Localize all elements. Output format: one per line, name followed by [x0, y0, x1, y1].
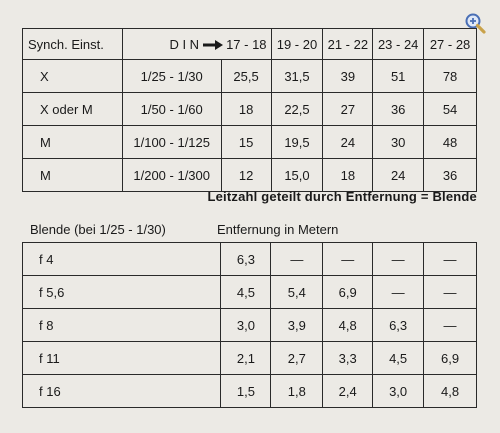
aperture-distance-table	[22, 242, 477, 408]
table-header-row	[23, 29, 477, 60]
aperture-label: Blende (bei 1/25 - 1/30)	[30, 222, 166, 237]
guide-number: 31,5	[271, 60, 323, 93]
guide-number: 25,5	[221, 60, 271, 93]
table-row	[23, 243, 477, 276]
shutter-speed: 1/25 - 1/30	[122, 60, 221, 93]
distance-value: 4,5	[373, 342, 424, 375]
shutter-speed: 1/100 - 1/125	[122, 126, 221, 159]
distance-value: 1,5	[221, 375, 271, 408]
distance-value: 4,5	[221, 276, 271, 309]
table-row	[23, 375, 477, 408]
guide-number: 24	[373, 159, 424, 192]
aperture-table-heading	[30, 222, 339, 237]
distance-value: —	[424, 276, 477, 309]
distance-value: 2,7	[271, 342, 323, 375]
guide-number: 36	[424, 159, 477, 192]
sync-mode: X	[23, 60, 123, 93]
guide-number: 78	[424, 60, 477, 93]
guide-number: 27	[323, 93, 373, 126]
distance-value: 2,4	[323, 375, 373, 408]
distance-value: —	[373, 243, 424, 276]
aperture-value: f 16	[23, 375, 221, 408]
shutter-speed: 1/200 - 1/300	[122, 159, 221, 192]
flash-guide-number-table	[22, 28, 477, 192]
distance-value: 4,8	[424, 375, 477, 408]
aperture-value: f 8	[23, 309, 221, 342]
aperture-value: f 4	[23, 243, 221, 276]
din-col-1: 17 - 18	[226, 37, 267, 53]
distance-value: 3,0	[373, 375, 424, 408]
sync-mode: X oder M	[23, 93, 123, 126]
table-row	[23, 309, 477, 342]
distance-value: 3,9	[271, 309, 323, 342]
table-row	[23, 342, 477, 375]
distance-value: 6,3	[373, 309, 424, 342]
sync-setting-header: Synch. Einst.	[23, 29, 123, 60]
guide-number: 51	[373, 60, 424, 93]
guide-number: 18	[221, 93, 271, 126]
table-row	[23, 126, 477, 159]
guide-number: 36	[373, 93, 424, 126]
table-row	[23, 93, 477, 126]
din-col-3: 21 - 22	[323, 29, 373, 60]
distance-value: —	[373, 276, 424, 309]
guide-number: 12	[221, 159, 271, 192]
distance-value: 5,4	[271, 276, 323, 309]
distance-heading: Entfernung in Metern	[217, 222, 339, 237]
din-header	[122, 29, 271, 60]
guide-number: 15	[221, 126, 271, 159]
guide-number: 54	[424, 93, 477, 126]
aperture-value: f 5,6	[23, 276, 221, 309]
guide-number: 30	[373, 126, 424, 159]
distance-value: —	[424, 309, 477, 342]
shutter-speed: 1/50 - 1/60	[122, 93, 221, 126]
table-row	[23, 159, 477, 192]
guide-number: 48	[424, 126, 477, 159]
distance-value: 4,8	[323, 309, 373, 342]
distance-value: 3,0	[221, 309, 271, 342]
guide-number: 19,5	[271, 126, 323, 159]
table-row	[23, 60, 477, 93]
din-col-4: 23 - 24	[373, 29, 424, 60]
guide-number: 39	[323, 60, 373, 93]
sync-mode: M	[23, 126, 123, 159]
distance-value: —	[323, 243, 373, 276]
din-col-2: 19 - 20	[271, 29, 323, 60]
right-arrow-icon	[203, 40, 223, 50]
guide-number: 15,0	[271, 159, 323, 192]
din-label: D I N	[169, 37, 200, 53]
guide-number: 18	[323, 159, 373, 192]
aperture-value: f 11	[23, 342, 221, 375]
table-row	[23, 276, 477, 309]
sync-mode: M	[23, 159, 123, 192]
distance-value: 6,9	[424, 342, 477, 375]
distance-value: —	[271, 243, 323, 276]
distance-value: 3,3	[323, 342, 373, 375]
distance-value: 6,9	[323, 276, 373, 309]
distance-value: 2,1	[221, 342, 271, 375]
distance-value: 1,8	[271, 375, 323, 408]
distance-value: —	[424, 243, 477, 276]
guide-number: 24	[323, 126, 373, 159]
guide-number: 22,5	[271, 93, 323, 126]
distance-value: 6,3	[221, 243, 271, 276]
din-col-5: 27 - 28	[424, 29, 477, 60]
formula-caption: Leitzahl geteilt durch Entfernung = Blende	[207, 189, 477, 204]
